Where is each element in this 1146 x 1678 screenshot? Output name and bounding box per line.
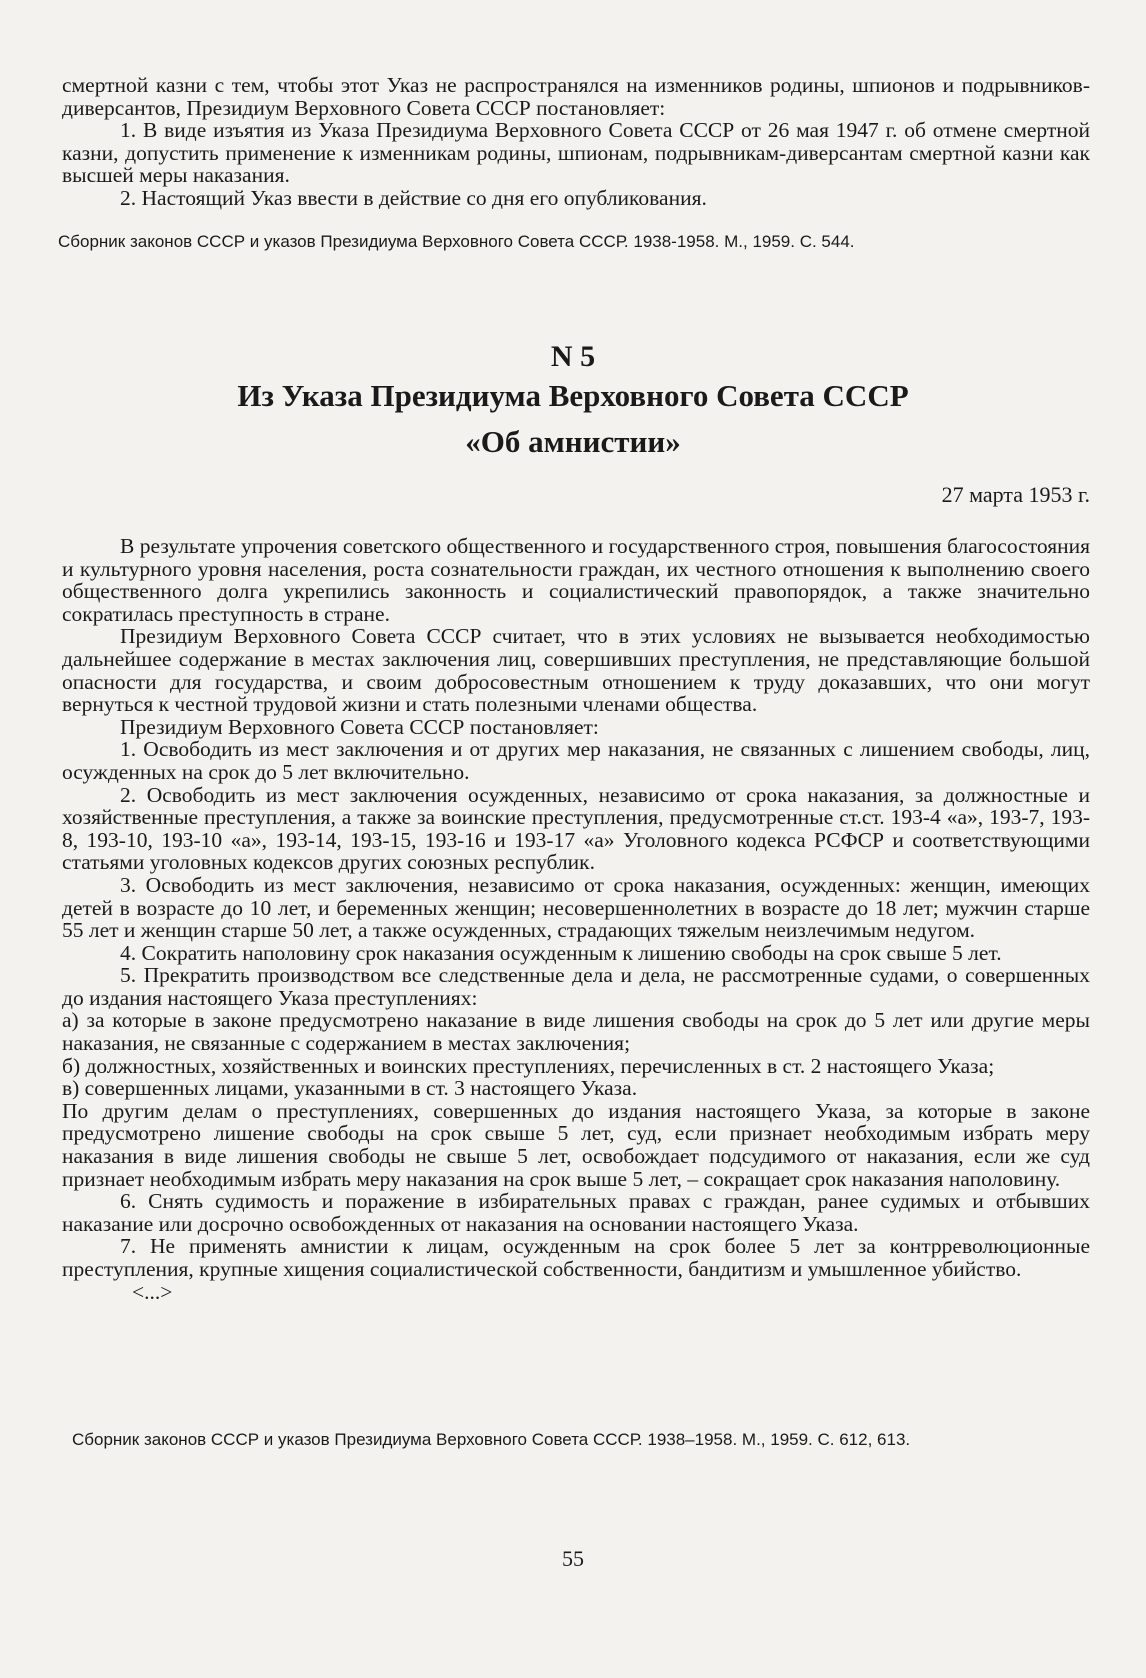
previous-decree-continuation	[62, 74, 1090, 210]
paragraph: По другим делам о преступлениях, совершенных до издания настоящего Указа, за которые в законе предусмотрено лишение свободы на срок свыше 5 лет, суд, если признает необходимым избрать меру наказания в виде лишения свободы не свыше 5 лет, освобождает подсудимого от наказания, если же суд признает необходимым избрать меру наказания на срок выше 5 лет, – сокращает срок наказания наполовину.	[62, 1098, 1090, 1191]
article-2: 2. Освободить из мест заключения осужденных, независимо от срока наказания, за должностные и хозяйственные преступления, а также за воинские преступления, предусмотренные ст.ст. 193-4 «а», 193-7, 193-8, 193-10, 193-10 «а», 193-14, 193-15, 193-16 и 193-17 «а» Уголовного кодекса РСФСР и соответствующими статьями уголовных кодексов других союзных республик.	[62, 782, 1090, 875]
paragraph: В результате упрочения советского общественного и государственного строя, повышения благосостояния и культурного уровня населения, роста сознательности граждан, их честного отношения к выполнению своего общественного долга укрепились законность и социалистический правопорядок, а также значительно сократилась преступность в стране.	[62, 534, 1090, 626]
ellipsis: <...>	[132, 1279, 173, 1304]
paragraph: смертной казни с тем, чтобы этот Указ не распространялся на изменников родины, шпионов и подрывников-диверсантов, Президиум Верховного Совета СССР постановляет:	[62, 73, 1090, 120]
paragraph: 2. Настоящий Указ ввести в действие со дня его опубликования.	[120, 185, 707, 210]
subitem-b: б) должностных, хозяйственных и воинских преступлениях, перечисленных в ст. 2 настоящего Указа;	[62, 1053, 995, 1078]
subitem-a: а) за которые в законе предусмотрено наказание в виде лишения свободы на срок до 5 лет или другие меры наказания, не связанные с содержанием в местах заключения;	[62, 1008, 1090, 1056]
decree-body	[62, 535, 1090, 1303]
article-6: 6. Снять судимость и поражение в избирательных правах с граждан, ранее судимых и отбывших наказание или досрочно освобожденных от наказания на основании настоящего Указа.	[62, 1189, 1090, 1236]
document-title: Из Указа Президиума Верховного Совета СССР	[237, 378, 909, 413]
document-subtitle: «Об амнистии»	[465, 424, 681, 459]
article-1: 1. Освободить из мест заключения и от других мер наказания, не связанных с лишением свободы, лиц, осужденных на срок до 5 лет включительно.	[62, 737, 1090, 784]
subitem-c: в) совершенных лицами, указанными в ст. 3 настоящего Указа.	[62, 1076, 638, 1101]
paragraph: Президиум Верховного Совета СССР постановляет:	[120, 714, 599, 739]
document-number: N 5	[550, 340, 596, 373]
article-7: 7. Не применять амнистии к лицам, осужденным на срок более 5 лет за контрреволюционные преступления, крупные хищения социалистической собственности, бандитизм и умышленное убийство.	[62, 1234, 1090, 1281]
paragraph: 1. В виде изъятия из Указа Президиума Верховного Совета СССР от 26 мая 1947 г. об отмене смертной казни, допустить применение к изменникам родины, шпионам, подрывникам-диверсантам смертной казни как высшей меры наказания.	[62, 118, 1090, 188]
paragraph: Президиум Верховного Совета СССР считает, что в этих условиях не вызывается необходимостью дальнейшее содержание в местах заключения лиц, совершивших преступления, не представляющие большой опасности для государства, и своим добросовестным отношением к труду доказавших, что они могут вернуться к честной трудовой жизни и стать полезными членами общества.	[62, 624, 1090, 717]
source-citation: Сборник законов СССР и указов Президиума Верховного Совета СССР. 1938-1958. М., 1959. С. 544.	[58, 232, 855, 251]
page-number: 55	[562, 1546, 584, 1571]
document-date: 27 марта 1953 г.	[941, 482, 1090, 507]
article-4: 4. Сократить наполовину срок наказания осужденным к лишению свободы на срок свыше 5 лет.	[120, 940, 1002, 965]
article-5: 5. Прекратить производством все следственные дела и дела, не рассмотренные судами, о совершенных до издания настоящего Указа преступлениях:	[62, 963, 1090, 1010]
article-3: 3. Освободить из мест заключения, независимо от срока наказания, осужденных: женщин, имеющих детей в возрасте до 10 лет, и беременных женщин; несовершеннолетних в возрасте до 18 лет; мужчин старше 55 лет и женщин старше 50 лет, а также осужденных, страдающих тяжелым неизлечимым недугом.	[62, 872, 1090, 943]
source-citation: Сборник законов СССР и указов Президиума Верховного Совета СССР. 1938–1958. М., 1959. С. 612, 613.	[72, 1430, 911, 1449]
